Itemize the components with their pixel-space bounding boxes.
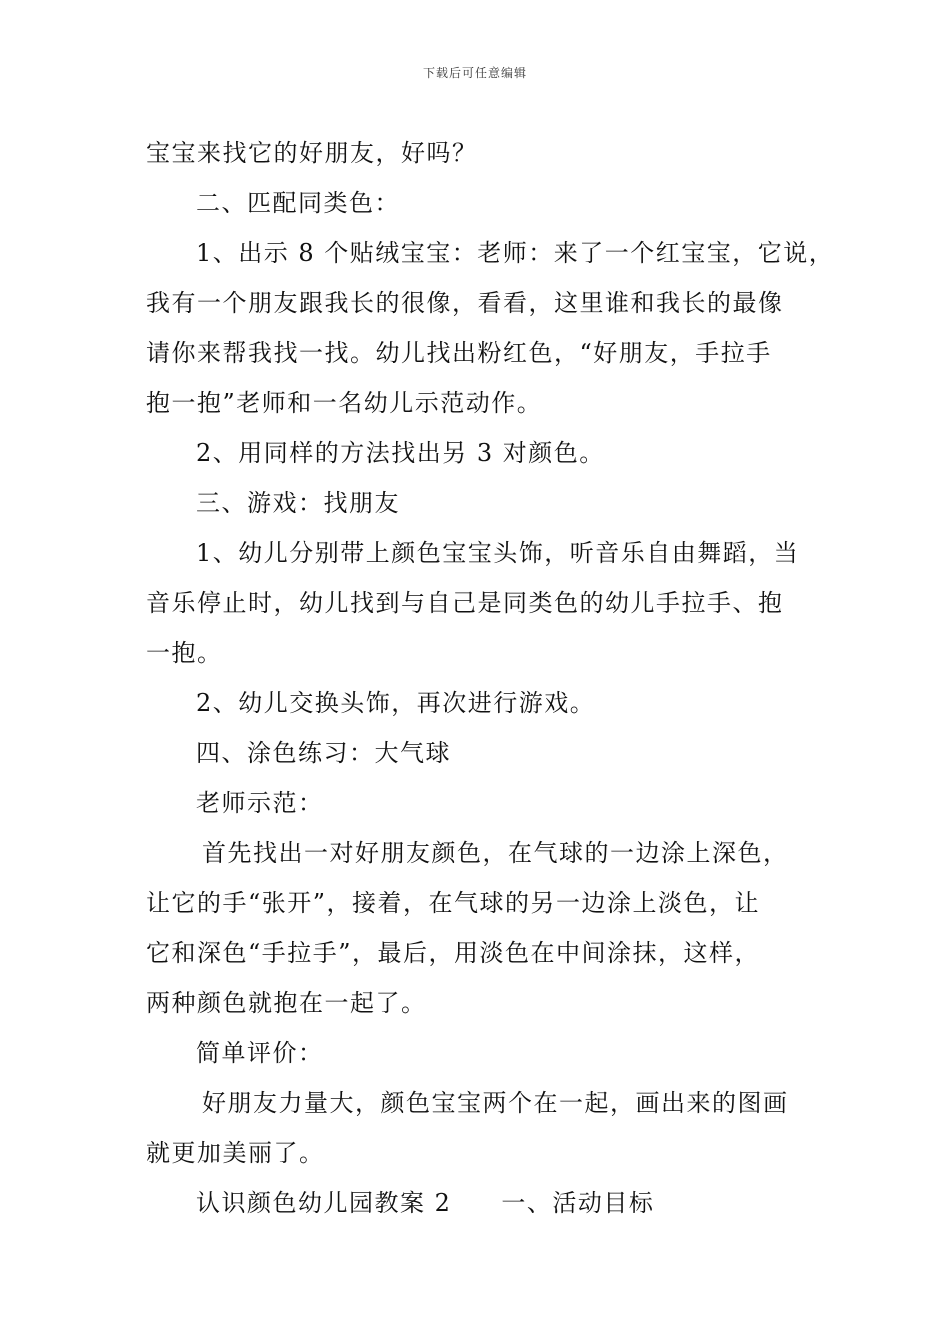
download-note: 下载后可任意编辑 (422, 66, 527, 80)
text-line: 1、出示 8 个贴绒宝宝：老师：来了一个红宝宝，它说， (196, 239, 835, 267)
text-line: 音乐停止时，幼儿找到与自己是同类色的幼儿手拉手、抱 (146, 589, 784, 617)
text-line: 让它的手“张开”，接着，在气球的另一边涂上淡色，让 (146, 889, 761, 917)
section-heading: 二、匹配同类色： (196, 189, 400, 217)
text-line: 2、幼儿交换头饰，再次进行游戏。 (196, 689, 596, 717)
document-body (146, 128, 835, 1228)
section-heading: 四、涂色练习：大气球 (196, 739, 451, 767)
text-line: 老师示范： (196, 789, 324, 817)
text-line: 就更加美丽了。 (146, 1139, 325, 1167)
lesson-title: 认识颜色幼儿园教案 2 (196, 1189, 452, 1217)
text-line: 两种颜色就抱在一起了。 (146, 989, 427, 1017)
text-line: 一抱。 (146, 639, 223, 667)
text-line: 简单评价： (196, 1039, 324, 1067)
text-line: 好朋友力量大，颜色宝宝两个在一起，画出来的图画 (202, 1089, 789, 1117)
section-heading: 一、活动目标 (501, 1189, 655, 1217)
text-line: 宝宝来找它的好朋友，好吗？ (146, 139, 478, 167)
lesson-title-line (146, 1178, 826, 1228)
section-heading: 三、游戏：找朋友 (196, 489, 400, 517)
text-line: 首先找出一对好朋友颜色，在气球的一边涂上深色， (202, 839, 789, 867)
text-line: 请你来帮我找一找。幼儿找出粉红色，“好朋友，手拉手 (146, 339, 772, 367)
text-line: 它和深色“手拉手”，最后，用淡色在中间涂抹，这样， (146, 939, 761, 967)
text-line: 我有一个朋友跟我长的很像，看看，这里谁和我长的最像 (146, 289, 784, 317)
text-line: 抱一抱”老师和一名幼儿示范动作。 (146, 389, 543, 417)
text-line: 2、用同样的方法找出另 3 对颜色。 (196, 439, 605, 467)
text-line: 1、幼儿分别带上颜色宝宝头饰，听音乐自由舞蹈，当 (196, 539, 800, 567)
